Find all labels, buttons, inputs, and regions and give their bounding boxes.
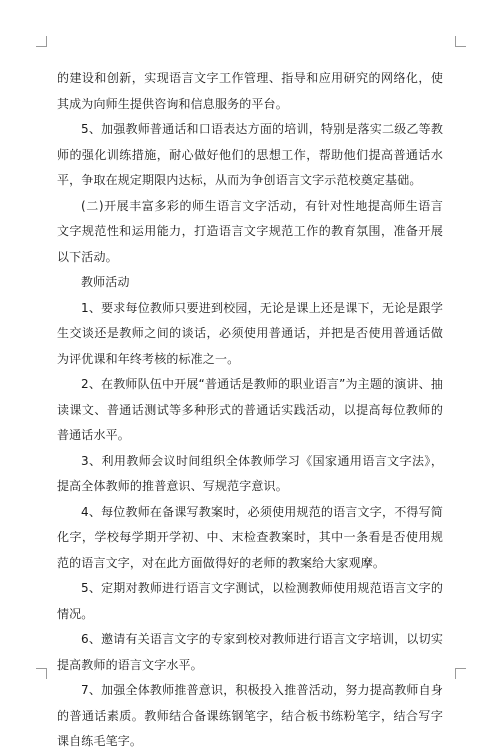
document-body — [57, 66, 443, 755]
crop-mark-top-left — [36, 36, 47, 47]
crop-mark-bottom-left — [36, 668, 47, 679]
paragraph-continuation: 的建设和创新，实现语言文字工作管理、指导和应用研究的网络化，使其成为向师生提供咨询和信息服务的平台。 — [57, 71, 443, 111]
paragraph-section-two: (二)开展丰富多彩的师生语言文字活动，有针对性地提高师生语言文字规范性和运用能力，打造语言文字规范工作的教育氛围，准备开展以下活动。 — [57, 198, 443, 264]
paragraph-item-3: 3、利用教师会议时间组织全体教师学习《国家通用语言文字法》，提高全体教师的推普意识、写规范字意识。 — [57, 453, 443, 493]
paragraph-item-6: 6、邀请有关语言文字的专家到校对教师进行语言文字培训，以切实提高教师的语言文字水平。 — [57, 632, 443, 672]
crop-mark-top-right — [455, 36, 466, 47]
paragraph-item-2: 2、在教师队伍中开展“普通话是教师的职业语言”为主题的演讲、抽读课文、普通话测试等多种形式的普通话实践活动，以提高每位教师的普通话水平。 — [57, 377, 443, 442]
paragraph-item-5-training: 5、加强教师普通话和口语表达方面的培训，特别是落实二级乙等教师的强化训练措施，耐心做好他们的思想工作，帮助他们提高普通话水平，争取在规定期限内达标，从而为争创语言文字示范校奠定基础。 — [57, 122, 443, 187]
paragraph-item-5-testing: 5、定期对教师进行语言文字测试，以检测教师使用规范语言文字的情况。 — [57, 581, 443, 621]
crop-mark-bottom-right — [455, 668, 466, 679]
paragraph-item-1: 1、要求每位教师只要进到校园，无论是课上还是课下，无论是跟学生交谈还是教师之间的谈话，必须使用普通话，并把是否使用普通话做为评优课和年终考核的标准之一。 — [57, 300, 443, 366]
paragraph-item-7: 7、加强全体教师推普意识，积极投入推普活动，努力提高教师自身的普通话素质。教师结合备课练钢笔字，结合板书练粉笔字，结合写字课自练毛笔字。 — [57, 683, 443, 748]
paragraph-item-4: 4、每位教师在备课写教案时，必须使用规范的语言文字，不得写简化字，学校每学期开学初、中、末检查教案时，其中一条看是否使用规范的语言文字，对在此方面做得好的老师的教案给大家观摩。 — [57, 504, 443, 570]
subheading-teacher-activities: 教师活动 — [81, 275, 130, 289]
